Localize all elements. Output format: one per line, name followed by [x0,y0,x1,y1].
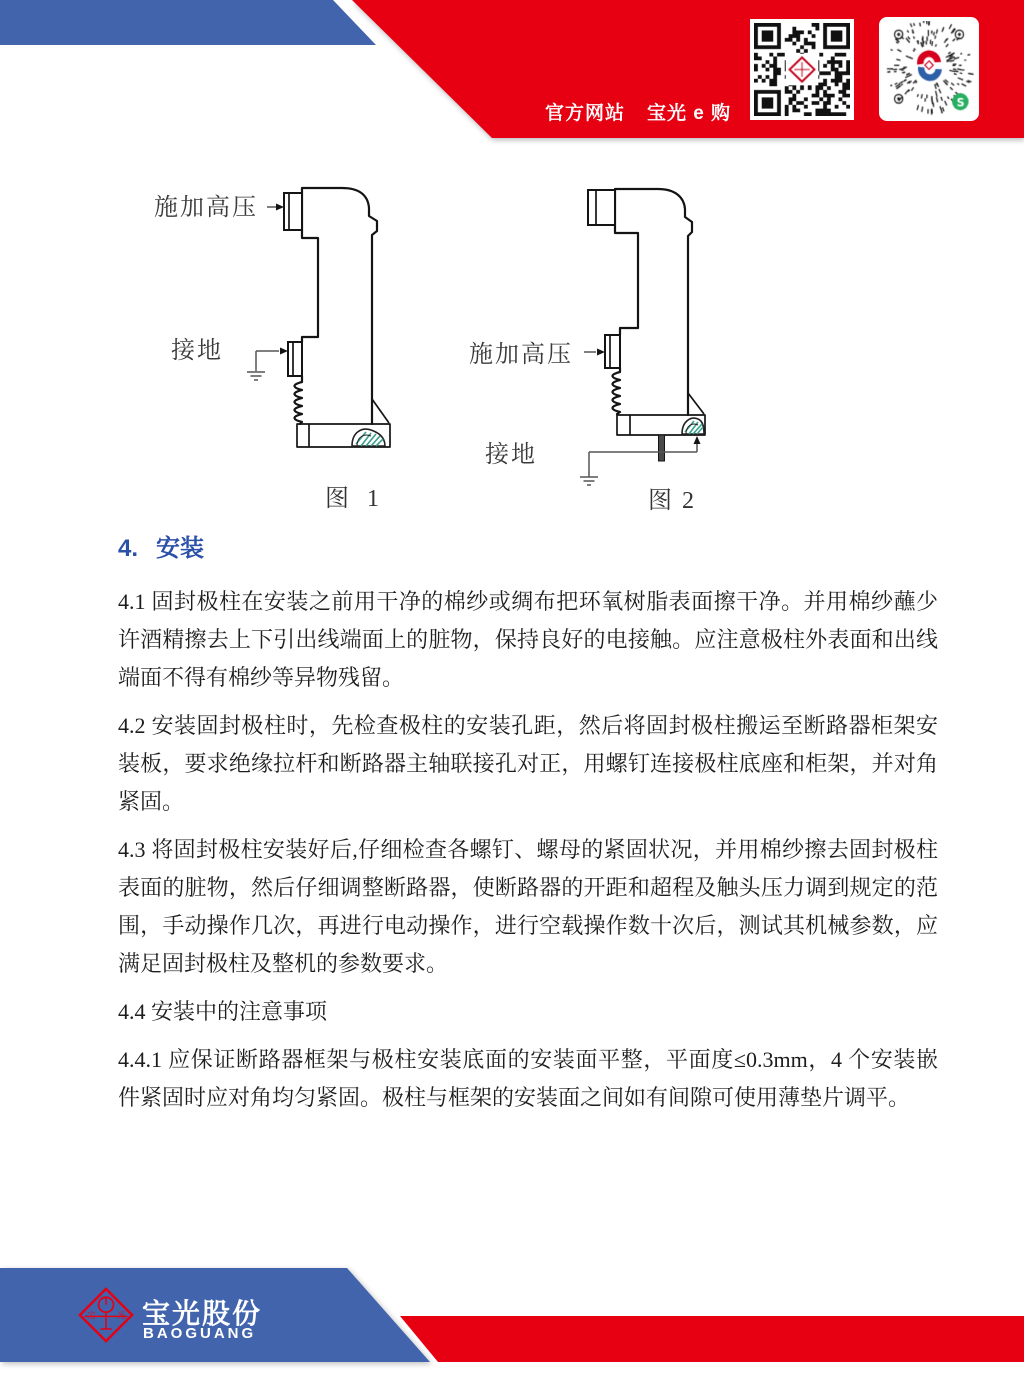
header-blue-band [0,0,376,45]
figure-2-ground-label: 接地 [485,442,537,468]
hv-terminal [284,193,302,230]
ground-symbol [247,348,288,381]
paragraph-4-2: 4.2 安装固封极柱时，先检查极柱的安装孔距，然后将固封极柱搬运至断路器柜架安装板，要求绝缘拉杆和断路器主轴联接孔对正，用螺钉连接极柱底座和柜架，并对角紧固。 [118,713,938,814]
paragraph-4-1: 4.1 固封极柱在安装之前用干净的棉纱或绸布把环氧树脂表面擦干净。并用棉纱蘸少许酒精擦去上下引出线端面上的脏物，保持良好的电接触。应注意极柱外表面和出线端面不得有棉纱等异物残留。 [118,589,938,690]
contact-pad-hatch [682,418,704,434]
paragraph-4-4: 4.4 安装中的注意事项 [118,999,328,1024]
wechat-mini-program-code [879,17,979,121]
figure-1-ground-label: 接地 [171,338,223,364]
website-qr-code [750,19,854,120]
nav-link-baoguang-eshop[interactable]: 宝光 e 购 [647,103,732,124]
footer-red-band [396,1316,1024,1362]
figure-1-hv-label: 施加高压 [154,195,258,221]
hv-arrow [584,349,605,356]
figure-1-caption: 图 1 [325,486,381,512]
paragraph-4-4-1: 4.4.1 应保证断路器框架与极柱安装底面的安装面平整，平面度≤0.3mm，4 个安装嵌件紧固时应对角均匀紧固。极柱与框架的安装面之间如有间隙可使用薄垫片调平。 [118,1047,938,1110]
upper-terminal [588,190,615,225]
ground-symbol [580,436,701,485]
company-name-cn: 宝光股份 [142,1298,263,1329]
company-name-en: BAOGUANG [143,1325,257,1342]
figure-1-diagram [247,188,390,447]
section-title: 安装 [156,535,205,562]
hv-terminal [605,335,620,368]
figure-2-caption: 图 2 [648,488,696,514]
section-number: 4. [118,535,139,562]
nav-link-official-website[interactable]: 官方网站 [545,103,626,124]
section-heading [118,528,938,563]
logo-glyph-guang: 光 [117,1310,126,1320]
installation-section [118,528,938,1127]
contact-pad-hatch [352,429,385,446]
baoguang-diamond-logo [78,1287,134,1343]
hv-arrow [267,204,284,211]
figure-2-diagram [580,189,705,485]
paragraph-4-3: 4.3 将固封极柱安装好后,仔细检查各螺钉、螺母的紧固状况，并用棉纱擦去固封极柱表面的脏物，然后仔细调整断路器，使断路器的开距和超程及触头压力调到规定的范围，手动操作几次，再进行电动操作，进行空载操作数十次后，测试其机械参数，应满足固封极柱及整机的参数要求。 [118,837,938,976]
bottom-pin [659,435,665,461]
ground-terminal [288,342,302,376]
figure-2-hv-label: 施加高压 [469,342,573,368]
logo-glyph-bao: 宝 [87,1310,96,1320]
